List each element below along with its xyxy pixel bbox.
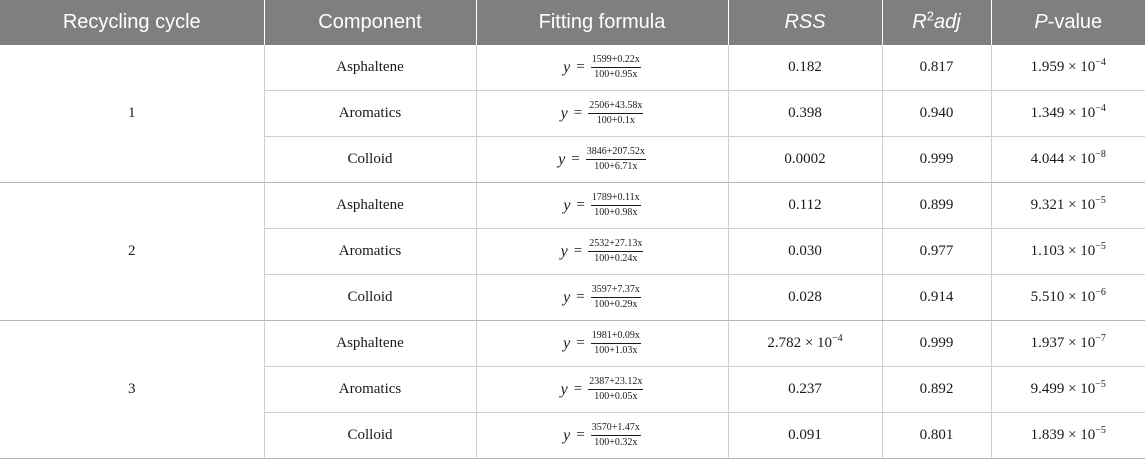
p-exponent: −6 [1095,287,1106,298]
fitting-formula [561,100,644,127]
cell-formula [476,91,728,137]
rss-value: 0.091 [788,427,822,443]
p-exponent: −4 [1095,57,1106,68]
fitting-formula [561,238,644,265]
table-row [0,45,1145,91]
cell-cycle: 2 [0,183,264,321]
rss-exponent: −4 [832,333,843,344]
header-rss-text: RSS [784,11,826,33]
cell-p-value [991,321,1145,367]
formula-y: y [563,58,571,76]
formula-denominator: 100+0.95x [594,69,638,80]
cell-r2adj: 0.914 [882,275,991,321]
formula-equals: = [573,105,583,121]
formula-numerator: 1981+0.09x [591,330,641,344]
p-exponent: −5 [1095,379,1106,390]
rss-value: 2.782 × 10 [767,335,833,351]
formula-fraction [588,100,643,127]
fitting-formula [563,330,641,357]
formula-y: y [563,196,571,214]
formula-denominator: 100+0.32x [594,437,638,448]
p-exponent: −8 [1095,149,1106,160]
formula-numerator: 2387+23.12x [588,376,643,390]
formula-numerator: 3846+207.52x [586,146,646,160]
cell-rss [728,367,882,413]
formula-numerator: 1599+0.22x [591,54,641,68]
cell-p-value [991,45,1145,91]
p-exponent: −7 [1095,333,1106,344]
cell-rss [728,91,882,137]
table-row [0,321,1145,367]
fitting-formula [563,422,641,449]
formula-equals: = [576,335,585,351]
cell-p-value [991,413,1145,459]
formula-fraction [591,284,641,311]
cell-formula [476,45,728,91]
p-value: 1.839 × 10 [1030,427,1096,443]
p-value: 1.103 × 10 [1030,243,1096,259]
table-row [0,183,1145,229]
formula-denominator: 100+0.05x [594,391,638,402]
cell-formula [476,413,728,459]
formula-fraction [591,54,641,81]
cell-component: Asphaltene [264,321,476,367]
formula-equals: = [573,243,583,259]
formula-fraction [588,238,643,265]
cell-component: Colloid [264,275,476,321]
p-exponent: −5 [1095,425,1106,436]
formula-fraction [591,330,641,357]
formula-denominator: 100+0.29x [594,299,638,310]
formula-equals: = [576,289,585,305]
formula-y: y [563,334,571,352]
cell-p-value [991,275,1145,321]
header-r2adj: $R^2adj$ [882,0,991,45]
formula-equals: = [576,197,585,213]
formula-denominator: 100+1.03x [594,345,638,356]
cell-r2adj: 0.801 [882,413,991,459]
formula-y: y [563,426,571,444]
p-value: 1.959 × 10 [1030,59,1096,75]
cell-component: Aromatics [264,91,476,137]
cell-rss [728,229,882,275]
cell-rss [728,45,882,91]
cell-component: Colloid [264,413,476,459]
formula-fraction [591,422,641,449]
cell-formula [476,321,728,367]
formula-y: y [560,380,568,398]
formula-numerator: 2532+27.13x [588,238,643,252]
rss-value: 0.112 [788,197,822,213]
cell-cycle: 1 [0,45,264,183]
formula-y: y [558,150,566,168]
fitting-formula [563,284,641,311]
cell-p-value [991,137,1145,183]
p-value: 9.321 × 10 [1030,197,1096,213]
rss-value: 0.182 [788,59,822,75]
cell-p-value [991,183,1145,229]
formula-fraction [588,376,643,403]
table-body [0,45,1145,459]
rss-value: 0.0002 [784,151,826,167]
cell-component: Aromatics [264,229,476,275]
p-value: 9.499 × 10 [1030,381,1096,397]
header-cycle: Recycling cycle [0,0,264,45]
header-component: Component [264,0,476,45]
p-exponent: −5 [1095,241,1106,252]
rss-value: 0.398 [788,105,822,121]
formula-y: y [563,288,571,306]
cell-formula [476,275,728,321]
cell-formula [476,137,728,183]
formula-y: y [560,242,568,260]
formula-numerator: 3570+1.47x [591,422,641,436]
fitting-formula [563,192,640,219]
p-value: 5.510 × 10 [1030,289,1096,305]
rss-value: 0.028 [788,289,822,305]
cell-r2adj: 0.977 [882,229,991,275]
formula-equals: = [573,381,583,397]
formula-numerator: 2506+43.58x [588,100,643,114]
p-value: 4.044 × 10 [1030,151,1096,167]
cell-rss [728,413,882,459]
header-row [0,0,1145,45]
cell-component: Colloid [264,137,476,183]
cell-r2adj: 0.999 [882,321,991,367]
formula-equals: = [576,59,585,75]
cell-formula [476,367,728,413]
fitting-formula [558,146,646,173]
formula-denominator: 100+6.71x [594,161,638,172]
p-exponent: −4 [1095,103,1106,114]
cell-p-value [991,229,1145,275]
header-formula: Fitting formula [476,0,728,45]
header-rss [728,0,882,45]
p-value: 1.937 × 10 [1030,335,1096,351]
cell-r2adj: 0.940 [882,91,991,137]
cell-formula [476,183,728,229]
formula-numerator: 3597+7.37x [591,284,641,298]
cell-cycle: 3 [0,321,264,459]
formula-denominator: 100+0.24x [594,253,638,264]
rss-value: 0.030 [788,243,822,259]
p-exponent: −5 [1095,195,1106,206]
cell-component: Aromatics [264,367,476,413]
formula-denominator: 100+0.1x [596,115,635,126]
cell-component: Asphaltene [264,45,476,91]
cell-rss [728,137,882,183]
fitting-formula [563,54,641,81]
formula-equals: = [576,427,585,443]
cell-r2adj: 0.899 [882,183,991,229]
cell-r2adj: 0.817 [882,45,991,91]
formula-equals: = [571,151,580,167]
formula-fraction [586,146,646,173]
formula-denominator: 100+0.98x [594,207,638,218]
fitting-formula [561,376,644,403]
cell-rss [728,183,882,229]
cell-component: Asphaltene [264,183,476,229]
cell-rss [728,321,882,367]
cell-r2adj: 0.999 [882,137,991,183]
cell-p-value [991,91,1145,137]
formula-fraction [591,192,641,219]
cell-formula [476,229,728,275]
cell-r2adj: 0.892 [882,367,991,413]
cell-p-value [991,367,1145,413]
p-value: 1.349 × 10 [1030,105,1096,121]
rss-value: 0.237 [788,381,822,397]
cell-rss [728,275,882,321]
formula-y: y [560,104,568,122]
header-p-value: P-value [991,0,1145,45]
formula-numerator: 1789+0.11x [591,192,641,206]
